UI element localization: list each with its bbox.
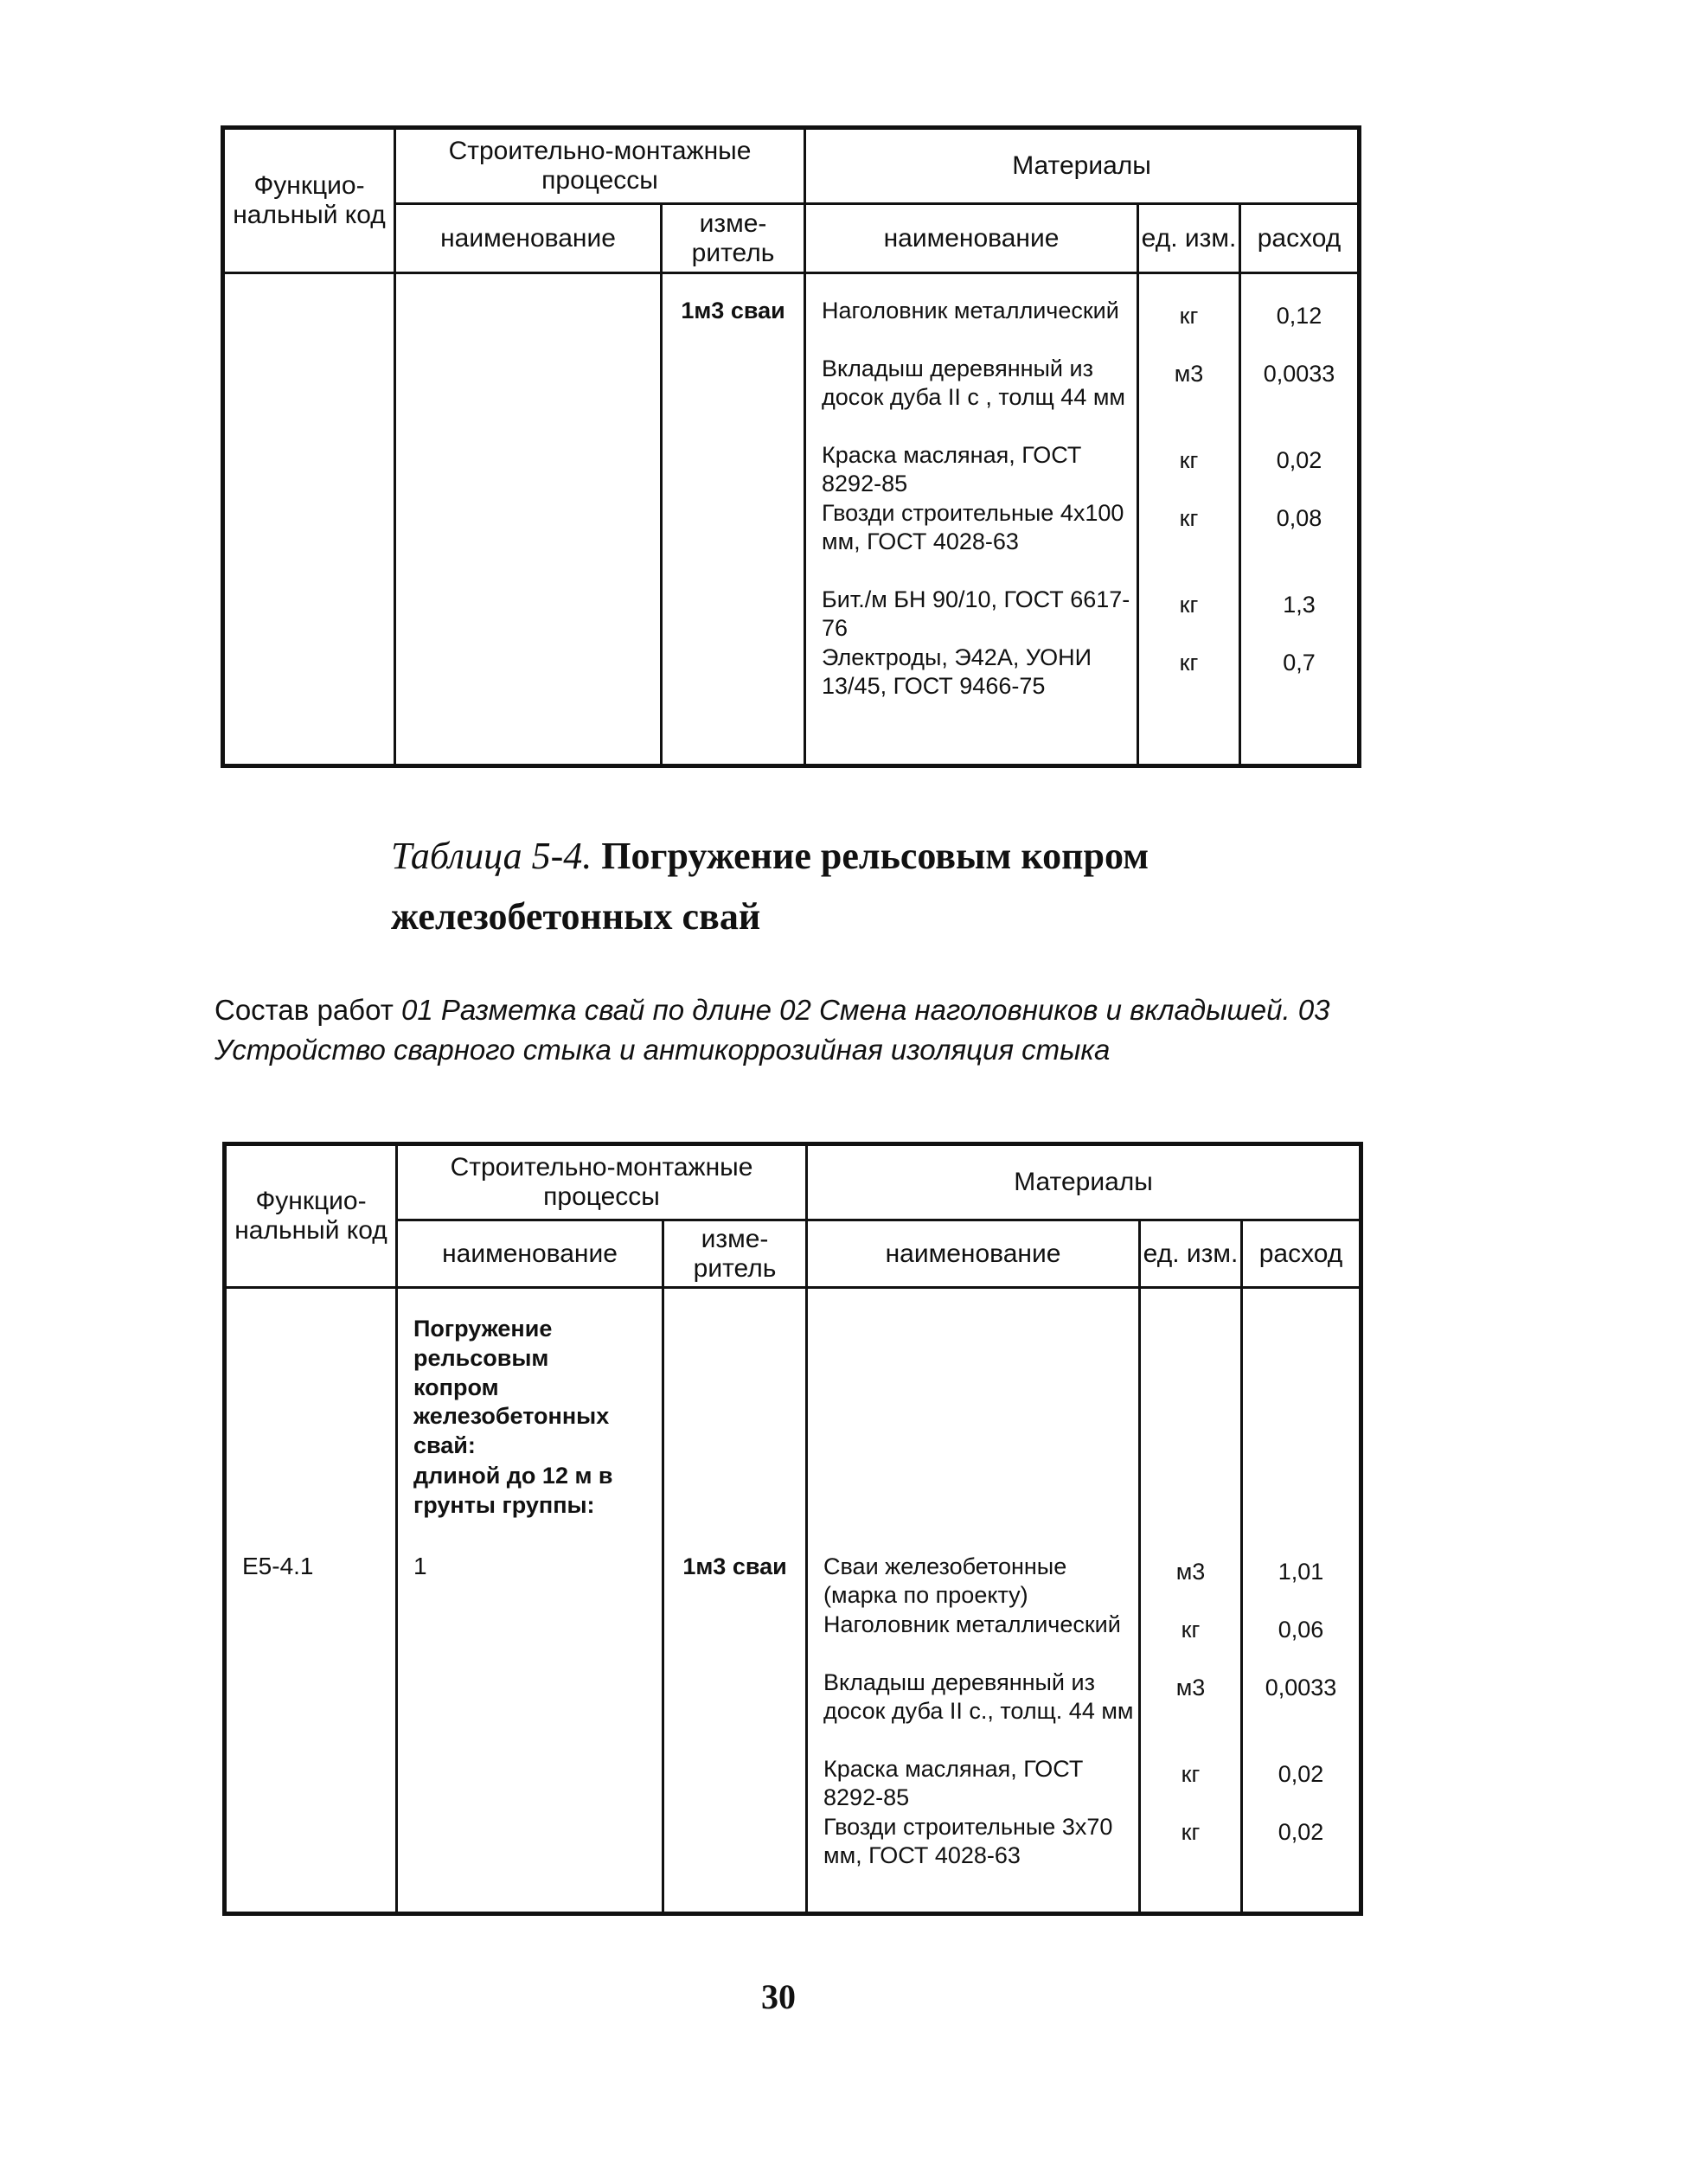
material-name: Краска масляная, ГОСТ 8292-85	[822, 442, 1082, 497]
consumption-value: 0,08	[1276, 505, 1322, 531]
table-title-text: Погружение рельсовым копром железобетонных свай	[391, 835, 1149, 938]
unit-value: м3	[1175, 1559, 1206, 1585]
consumption-value: 0,0033	[1265, 1675, 1337, 1700]
table-title	[391, 826, 1386, 947]
header-materials: Материалы	[807, 1144, 1361, 1220]
unit-cell	[1140, 1288, 1242, 1914]
header-material-name: наименование	[807, 1220, 1140, 1288]
material-names-cell	[805, 273, 1138, 766]
header-unit: ед. изм.	[1138, 204, 1240, 273]
header-process-name: наименование	[397, 1220, 663, 1288]
unit-value: м3	[1175, 1675, 1206, 1700]
unit-value: кг	[1179, 592, 1199, 618]
consumption-value: 0,12	[1276, 303, 1322, 329]
material-name: Наголовник металлический	[823, 1611, 1121, 1637]
unit-value: кг	[1181, 1819, 1201, 1845]
unit-value: кг	[1179, 447, 1199, 473]
unit-value: кг	[1179, 650, 1199, 676]
measure-value: 1м3 сваи	[682, 1553, 787, 1579]
process-name-cell	[395, 273, 662, 766]
material-name: Гвозди строительные 4х100 мм, ГОСТ 4028-63	[822, 500, 1124, 555]
table-number: Таблица 5-4.	[391, 835, 592, 877]
consumption-value: 1,01	[1278, 1559, 1324, 1585]
header-measure: изме-ритель	[662, 204, 805, 273]
header-process-name: наименование	[395, 204, 662, 273]
material-name: Электроды, Э42А, УОНИ 13/45, ГОСТ 9466-75	[822, 644, 1092, 700]
material-name: Сваи железобетонные (марка по проекту)	[823, 1553, 1067, 1609]
consumption-value: 0,02	[1278, 1819, 1324, 1845]
unit-cell	[1138, 273, 1240, 766]
page-number: 30	[761, 1977, 796, 2016]
consumption-value: 1,3	[1283, 592, 1316, 618]
consumption-value: 0,06	[1278, 1617, 1324, 1643]
consumption-cell	[1242, 1288, 1361, 1914]
materials-table-5-4	[222, 1142, 1363, 1916]
func-code-value: Е5-4.1	[242, 1553, 314, 1579]
header-func-code: Функцио-нальный код	[225, 1144, 397, 1288]
unit-value: кг	[1179, 303, 1199, 329]
header-processes: Строительно-монтажные процессы	[397, 1144, 807, 1220]
consumption-value: 0,7	[1283, 650, 1316, 676]
func-code-cell	[225, 1288, 397, 1914]
consumption-value: 0,02	[1278, 1761, 1324, 1787]
consumption-value: 0,0033	[1263, 361, 1335, 387]
unit-value: кг	[1181, 1617, 1201, 1643]
measure-value: 1м3 сваи	[681, 298, 785, 323]
material-name: Вкладыш деревянный из досок дуба II с., толщ. 44 мм	[823, 1669, 1134, 1725]
work-composition-lead: Состав работ	[215, 994, 394, 1026]
material-name: Наголовник металлический	[822, 298, 1119, 323]
measure-cell	[662, 273, 805, 766]
measure-cell	[663, 1288, 807, 1914]
unit-value: кг	[1181, 1761, 1201, 1787]
unit-value: кг	[1179, 505, 1199, 531]
material-name: Краска масляная, ГОСТ 8292-85	[823, 1756, 1084, 1811]
func-code-cell	[223, 273, 395, 766]
unit-value: м3	[1174, 361, 1204, 387]
work-composition	[215, 990, 1365, 1070]
header-material-name: наименование	[805, 204, 1138, 273]
header-unit: ед. изм.	[1140, 1220, 1242, 1288]
header-func-code: Функцио-нальный код	[223, 128, 395, 273]
material-name: Гвозди строительные 3х70 мм, ГОСТ 4028-63	[823, 1814, 1113, 1869]
header-processes: Строительно-монтажные процессы	[395, 128, 805, 204]
materials-table-continued	[221, 125, 1361, 768]
header-measure: изме-ритель	[663, 1220, 807, 1288]
header-consumption: расход	[1240, 204, 1360, 273]
process-name-cell	[397, 1288, 663, 1914]
consumption-cell	[1240, 273, 1360, 766]
soil-group-value: 1	[413, 1553, 427, 1579]
group-title: Погружение рельсовым копром железобетонных свай:	[413, 1316, 610, 1458]
subgroup-title: длиной до 12 м в грунты группы:	[413, 1463, 613, 1518]
material-names-cell	[807, 1288, 1140, 1914]
material-name: Бит./м БН 90/10, ГОСТ 6617-76	[822, 586, 1130, 642]
header-consumption: расход	[1242, 1220, 1361, 1288]
consumption-value: 0,02	[1276, 447, 1322, 473]
header-materials: Материалы	[805, 128, 1360, 204]
work-composition-text: 01 Разметка свай по длине 02 Смена наголовников и вкладышей. 03 Устройство сварного стыка и антикоррозийная изоляция стыка	[215, 994, 1330, 1066]
material-name: Вкладыш деревянный из досок дуба II с , толщ 44 мм	[822, 355, 1125, 411]
